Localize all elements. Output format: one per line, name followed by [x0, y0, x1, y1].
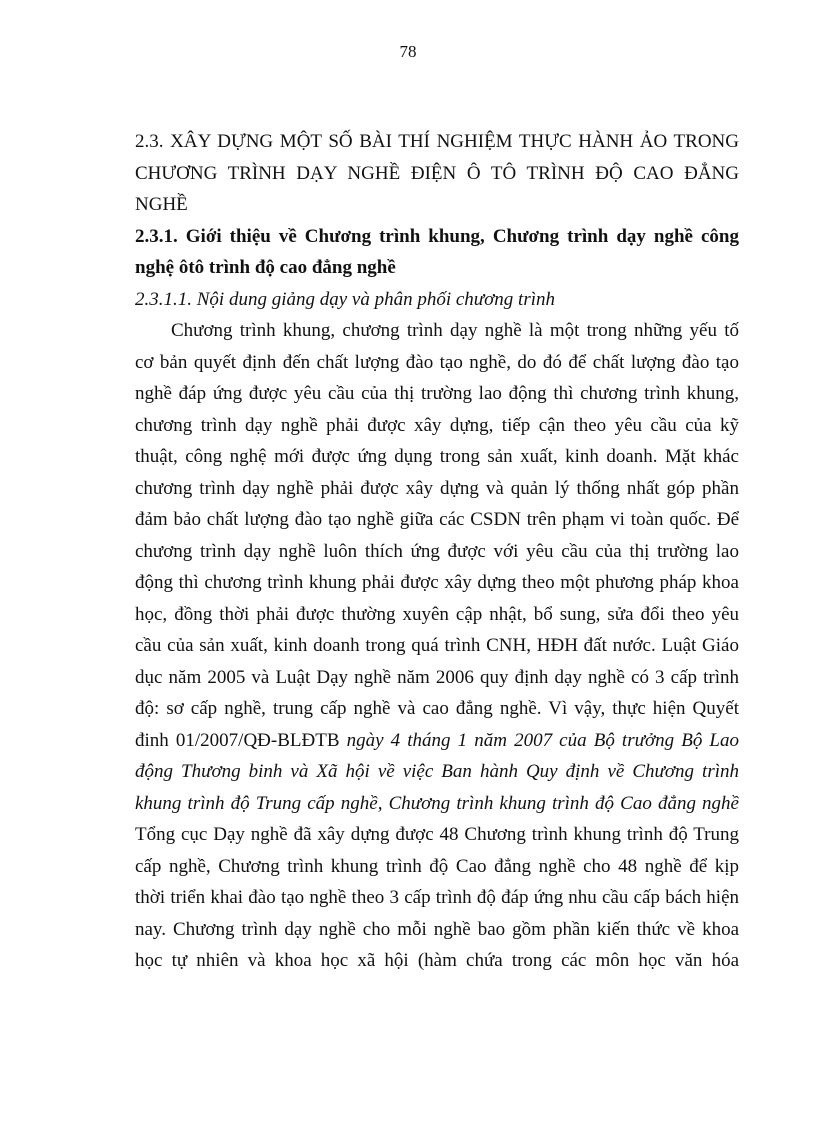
- paragraph-line: nghề đáp ứng được yêu cầu của thị trường lao động thì chương trình khung,: [135, 383, 739, 404]
- paragraph-line: Tổng cục Dạy nghề đã xây dựng được 48 Chương trình khung trình độ Trung: [135, 824, 739, 845]
- paragraph-line: học tự nhiên và khoa học xã hội (hàm chứa trong các môn học văn hóa: [135, 950, 739, 971]
- paragraph-line: chương trình dạy nghề luôn thích ứng được với yêu cầu của thị trường lao: [135, 540, 739, 562]
- paragraph-line: Chương trình khung, chương trình dạy nghề là một trong những yếu tố: [171, 320, 739, 341]
- paragraph-line: đảm bảo chất lượng đào tạo nghề giữa các CSDN trên phạm vi toàn quốc. Để: [135, 509, 739, 530]
- section-heading-line: CHƯƠNG TRÌNH DẠY NGHỀ ĐIỆN Ô TÔ TRÌNH ĐỘ CAO ĐẲNG: [135, 162, 739, 184]
- paragraph-line: thời triển khai đào tạo nghề theo 3 cấp trình độ đáp ứng nhu cầu cấp bách hiện: [135, 887, 739, 908]
- paragraph-line: học, đồng thời phải được thường xuyên cập nhật, bổ sung, sửa đổi theo yêu: [135, 603, 739, 625]
- page-content: [135, 126, 739, 977]
- section-heading-line: NGHỀ: [135, 194, 188, 215]
- paragraph-line: dục năm 2005 và Luật Dạy nghề năm 2006 quy định dạy nghề có 3 cấp trình: [135, 666, 739, 688]
- subsection-heading: [135, 221, 739, 284]
- paragraph-line: chương trình dạy nghề phải được xây dựng, tiếp cận theo yêu cầu của kỹ: [135, 414, 739, 436]
- italic-text: khung trình độ Trung cấp nghề, Chương trình khung trình độ Cao đẳng nghề: [135, 792, 739, 814]
- page-number: 78: [399, 42, 417, 61]
- italic-text: động Thương binh và Xã hội về việc Ban hành Quy định về Chương trình: [135, 761, 739, 782]
- paragraph-line: động thì chương trình khung phải được xây dựng theo một phương pháp khoa: [135, 572, 739, 593]
- paragraph-line: chương trình dạy nghề phải được xây dựng và quản lý thống nhất góp phần: [135, 477, 739, 499]
- paragraph-line: cơ bản quyết định đến chất lượng đào tạo nghề, do đó để chất lượng đào tạo: [135, 351, 739, 373]
- subsubsection-heading: 2.3.1.1. Nội dung giảng dạy và phân phối chương trình: [135, 288, 556, 310]
- paragraph-line-mixed: [135, 725, 739, 757]
- paragraph-line-italic: [135, 788, 739, 820]
- decision-date-italic: ngày 4 tháng 1 năm 2007 của Bộ trưởng Bộ Lao: [346, 729, 739, 751]
- paragraph-line-italic: [135, 756, 739, 788]
- paragraph-line: cấp nghề, Chương trình khung trình độ Cao đẳng nghề cho 48 nghề để kịp: [135, 855, 739, 877]
- subsection-heading-line: nghệ ôtô trình độ cao đẳng nghề: [135, 257, 396, 278]
- paragraph-line: nay. Chương trình dạy nghề cho mỗi nghề bao gồm phần kiến thức về khoa: [135, 918, 739, 940]
- subsection-heading-line: 2.3.1. Giới thiệu về Chương trình khung, Chương trình dạy nghề công: [135, 225, 739, 247]
- paragraph-line: cầu của sản xuất, kinh doanh trong quá trình CNH, HĐH đất nước. Luật Giáo: [135, 635, 739, 656]
- section-heading-line: 2.3. XÂY DỰNG MỘT SỐ BÀI THÍ NGHIỆM THỰC HÀNH ẢO TRONG: [135, 131, 739, 152]
- paragraph-line: thuật, công nghệ mới được ứng dụng trong sản xuất, kinh doanh. Mặt khác: [135, 446, 739, 467]
- section-heading: [135, 126, 739, 221]
- body-paragraph: [135, 315, 739, 977]
- decision-reference: đinh 01/2007/QĐ-BLĐTB: [135, 729, 347, 751]
- paragraph-line: độ: sơ cấp nghề, trung cấp nghề và cao đẳng nghề. Vì vậy, thực hiện Quyết: [135, 698, 739, 719]
